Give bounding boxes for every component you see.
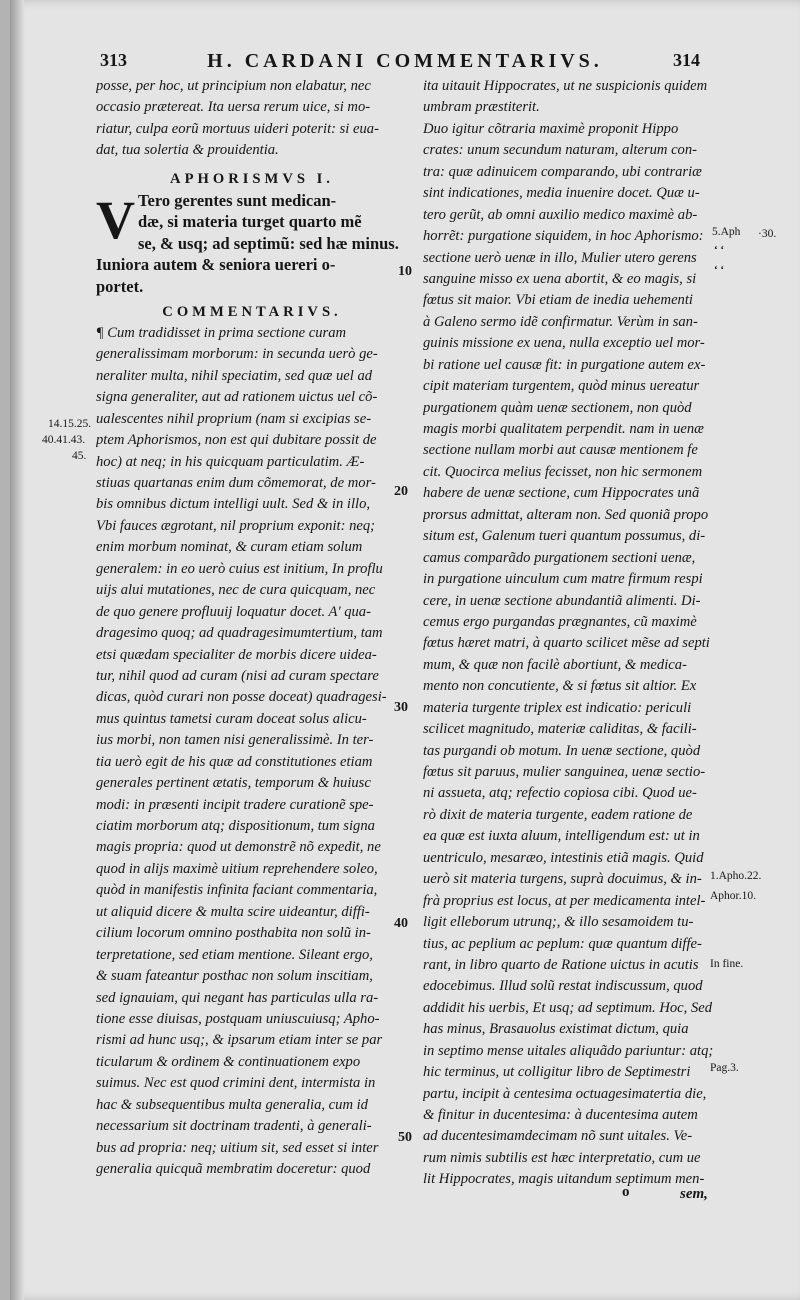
text-line: cipit materiam turgentem, quòd minus uereatur (423, 378, 700, 395)
text-line: uentriculo, mesaræo, intestinis etiã magis. Quid (423, 849, 704, 866)
quote-mark: ‘ ‘ (714, 264, 725, 276)
text-line: bus ad propria: neq; uitium sit, sed esset si inter (96, 1139, 379, 1156)
text-line: dicas, quòd curari non posse doceat) quadragesi- (96, 689, 387, 706)
margin-reference: Pag.3. (710, 1062, 739, 1074)
text-line: Duo igitur cõtraria maximè proponit Hippo (423, 120, 679, 137)
text-line: stiuas quartanas enim dum cõmemorat, de mor- (96, 475, 376, 491)
text-line: cit. Quocirca melius fecisset, non hic sermonem (423, 463, 703, 480)
text-line: tione esse diuisas, postquam uniuscuiusq; Apho- (96, 1010, 380, 1027)
margin-reference: 14.15.25. (48, 418, 92, 430)
right-page-number: 314 (673, 50, 700, 70)
quote-mark: ‘ ‘ (714, 244, 725, 256)
commentary-body (96, 323, 408, 1181)
right-text-column (423, 76, 723, 1191)
text-line: ea quæ est iuxta aluum, intelligendum est: ut in (423, 828, 700, 845)
text-line: purgationem quàm uenæ sectionem, non quòd (423, 399, 692, 416)
text-line: uerò sit materia turgens, suprà docuimus, & in- (423, 871, 702, 888)
text-line: posse, per hoc, ut principium non elabatur, nec (96, 78, 371, 94)
running-title: H. CARDANI COMMENTARIVS. (207, 50, 603, 72)
text-line: ad ducentesimamdecimam nõ sunt uitales. Ve- (423, 1128, 693, 1145)
text-line: cere, in uenæ sectione abundantiã alimenti. Di- (423, 592, 701, 609)
text-line: bi ratione uel causæ fit: in purgatione autem ex- (423, 356, 706, 373)
text-line: & finitur in ducentesima: à ducentesima autem (423, 1107, 698, 1123)
text-line: fœtus sit paruus, mulier sanguinea, uenæ sectio- (423, 764, 706, 780)
text-line: dragesimo quoq; ad quadragesimumtertium, tam (96, 625, 383, 642)
text-line: cilium locorum omnino posthabita non solũ in- (96, 925, 371, 942)
aphorism-line: portet. (96, 276, 144, 296)
line-number: 20 (394, 484, 408, 499)
text-line: riatur, culpa eorũ mortuus uideri poterit: si eua- (96, 120, 379, 137)
text-line: sint indicationes, media inuenire docet. Quæ u- (423, 185, 700, 202)
text-line: terpretatione, sed etiam mentione. Sileant ergo, (96, 946, 373, 963)
right-body (423, 76, 723, 1191)
text-line: ni assueta, atq; refectio copiosa cibi. Quod ue- (423, 785, 697, 802)
line-number: 10 (398, 264, 412, 279)
text-line: mento non concutiente, & si fœtus sit altior. Ex (423, 678, 697, 695)
text-line: generales pertinent ætatis, temporum & huiusc (96, 775, 371, 792)
text-line: modi: in præsenti incipit tradere curationẽ spe- (96, 796, 374, 813)
margin-reference: In fine. (710, 958, 744, 970)
text-line: cemus ergo purgandas prægnantes, cũ maximè (423, 613, 697, 630)
signature-mark: o (622, 1184, 630, 1200)
text-line: uijs alui mutationes, nec de cura quicquam, nec (96, 582, 376, 599)
text-line: frà proprius est locus, at per medicamenta intel- (423, 892, 706, 909)
text-line: occasio prætereat. Ita uersa rerum uice, si mo- (96, 99, 371, 116)
text-line: ita uitauit Hippocrates, ut ne suspicionis quidem (423, 78, 708, 94)
margin-reference: 5.Aph (712, 226, 741, 238)
aphorism-line: Iuniora autem & seniora uereri o- (96, 255, 336, 275)
text-line: tur, nihil quod ad curam (nisi ad curam spectare (96, 667, 379, 684)
text-line: suimus. Nec est quod crimini dent, intermista in (96, 1075, 376, 1092)
text-line: lit Hippocrates, magis uitandum septimum men- (423, 1171, 705, 1188)
text-line: hoc) at neq; in his quicquam particulatim. Æ- (96, 453, 365, 470)
aphorism-line: Tero gerentes sunt medican- (138, 190, 337, 210)
margin-reference: 1.Apho.22. (710, 870, 762, 882)
text-line: ciatim morborum atq; dispositionum, tum signa (96, 818, 375, 834)
aphorism-line: se, & usq; ad septimũ: sed hæ minus. (138, 233, 399, 253)
gutter-shadow (10, 0, 24, 1300)
left-page-number: 313 (100, 50, 127, 70)
text-line: generalissimam morborum: in secunda uerò ge- (96, 346, 378, 363)
margin-reference: 40.41.43. (42, 434, 86, 446)
text-line: etsi quædam specialiter de morbis dicere uidea- (96, 646, 377, 663)
text-line: hac & subsequentibus multa generalia, cum id (96, 1096, 368, 1113)
text-line: mum, & quæ non facilè abortiunt, & medica- (423, 656, 687, 673)
text-line: tra: quæ adinuicem comparando, ubi contrariæ (423, 163, 702, 180)
line-number: 30 (394, 700, 408, 715)
text-line: bis omnibus dictum intelligi uult. Sed & in illo, (96, 496, 371, 513)
book-page (10, 0, 800, 1300)
margin-reference: 45. (72, 450, 87, 462)
text-line: de quo genere profluuij loquatur docet. A' qua- (96, 603, 371, 620)
text-line: has minus, Brasauolus existimat dictum, quia (423, 1021, 689, 1038)
text-line: Vbi fauces ægrotant, nil proprium exponit: neq; (96, 517, 376, 534)
text-line: quod in alijs maximè uitium reprehendere soleo, (96, 860, 378, 877)
margin-reference: ·30. (758, 228, 777, 240)
margin-reference: Aphor.10. (710, 890, 756, 902)
text-line: ut aliquid dicere & multa scire uideantur, diffi- (96, 903, 370, 920)
line-number: 50 (398, 1130, 412, 1145)
text-line: hic terminus, ut colligitur libro de Septimestri (423, 1064, 691, 1081)
running-header (100, 50, 700, 76)
aphorism-heading: APHORISMVS I. (170, 170, 334, 187)
text-line: fœtus hæret matri, à quarto scilicet mẽse ad septi (423, 635, 710, 652)
text-line: ticularum & ordinem & continuationem expo (96, 1053, 361, 1070)
left-text-column (96, 76, 408, 1180)
text-line: magis propria: quod ut demonstrẽ nõ expedit, ne (96, 839, 381, 856)
aphorism-line: dæ, si materia turget quarto mẽ (138, 212, 362, 232)
text-line: crates: unum secundum naturam, alterum con- (423, 142, 697, 159)
text-line: rò dixit de materia turgente, eadem ratione de (423, 806, 693, 823)
text-line: à Galeno sermo idẽ confirmatur. Verùm in san- (423, 313, 698, 330)
commentary-heading: COMMENTARIVS. (162, 303, 342, 320)
text-line: ligit elleborum utrunq;, & illo sesamoidem tu- (423, 914, 694, 931)
text-line: habere de uenæ sectione, cum Hippocrates unã (423, 485, 700, 502)
line-number: 40 (394, 916, 408, 931)
text-line: dat, tua solertia & prouidentia. (96, 142, 279, 159)
text-line: ius morbi, non tamen nisi generalissimè. In ter- (96, 732, 374, 749)
text-line: partu, incipit à centesima octuagesimatertia die, (423, 1085, 707, 1102)
text-line: generalia quicquã membratim doceretur: quod (96, 1161, 371, 1177)
text-line: sanguine misso ex uena abortit, & eo magis, si (423, 270, 697, 287)
text-line: mus quintus tametsi curam doceat solus alicu- (96, 710, 367, 727)
text-line: edocebimus. Illud solũ restat indiscussum, quod (423, 978, 703, 995)
text-line: rant, in libro quarto de Ratione uictus in acutis (423, 956, 699, 973)
text-line: neraliter multa, nihil speciatim, sed quæ uel ad (96, 367, 373, 384)
text-line: & suam fateantur posthac non solum inscitiam, (96, 968, 373, 985)
text-line: horrẽt: purgatione siquidem, in hoc Aphorismo: (423, 228, 704, 245)
text-line: sed ignauiam, qui negant has particulas ulla ra- (96, 989, 379, 1006)
text-line: rum nimis subtilis est hæc interpretatio, cum ue (423, 1149, 701, 1166)
text-line: ualescentes nihil proprium (nam si excipias se- (96, 410, 372, 427)
text-line: situm est, Galenum tueri quantum possumus, di- (423, 528, 706, 545)
text-line: rismi ad hunc usq;, & ipsarum etiam inter se par (96, 1032, 383, 1049)
text-line: scilicet magnitudo, materiæ caliditas, & facili- (423, 721, 697, 738)
text-line: tia uerò egit de his quæ ad constitutiones etiam (96, 753, 373, 770)
text-line: umbram præstiterit. (423, 99, 540, 116)
text-line: ptem Aphorismos, non est qui dubitare possit de (96, 432, 377, 449)
text-line: sectione uerò uenæ in illo, Mulier utero gerens (423, 249, 697, 266)
text-line: addidit his uerbis, Et usq; ad septimum. Hoc, Sed (423, 999, 713, 1016)
drop-cap-initial: V (96, 189, 135, 250)
text-line: in purgatione uinculum cum matre firmum respi (423, 571, 703, 588)
text-line: materia turgente triplex est indicatio: periculi (423, 699, 692, 716)
text-line: guinis missione ex uena, nulla exceptio uel mor- (423, 335, 705, 352)
text-line: tas purgandi ob motum. In uenæ sectione, quòd (423, 742, 701, 759)
text-line: enim morbum nominat, & curam etiam solum (96, 539, 363, 556)
text-line: sectione nullam morbi aut causæ mentionem fe (423, 442, 698, 459)
text-line: signa generaliter, aut ad rationem uictus uel cõ- (96, 389, 378, 406)
aphorism-block (96, 190, 408, 297)
text-line: necessarium sit doctrinam tradenti, à generali- (96, 1118, 372, 1135)
text-line: fœtus sit maior. Vbi etiam de inedia uehementi (423, 292, 693, 309)
text-line: magis morbi qualitatem perpendit. nam in uenæ (423, 421, 704, 437)
text-line: generalem: in eo uerò cuius est initium, In proflu (96, 560, 383, 577)
text-line: prorsus admittat, alteram non. Sed quoniã propo (423, 506, 709, 523)
text-line: tius, ac peplium ac peplum: quæ quantum diffe- (423, 935, 702, 952)
catchword: sem, (680, 1186, 708, 1202)
text-line: in septimo mense uitales aliquãdo pariuntur: atq; (423, 1042, 714, 1059)
text-line: ¶ Cum tradidisset in prima sectione curam (96, 324, 347, 341)
text-line: camus comparãdo purgationem sectioni uenæ, (423, 549, 696, 566)
text-line: quòd in manifestis infinita faciant commentaria, (96, 882, 378, 899)
text-line: tero gerũt, ab omni auxilio medico maximè ab- (423, 206, 698, 223)
